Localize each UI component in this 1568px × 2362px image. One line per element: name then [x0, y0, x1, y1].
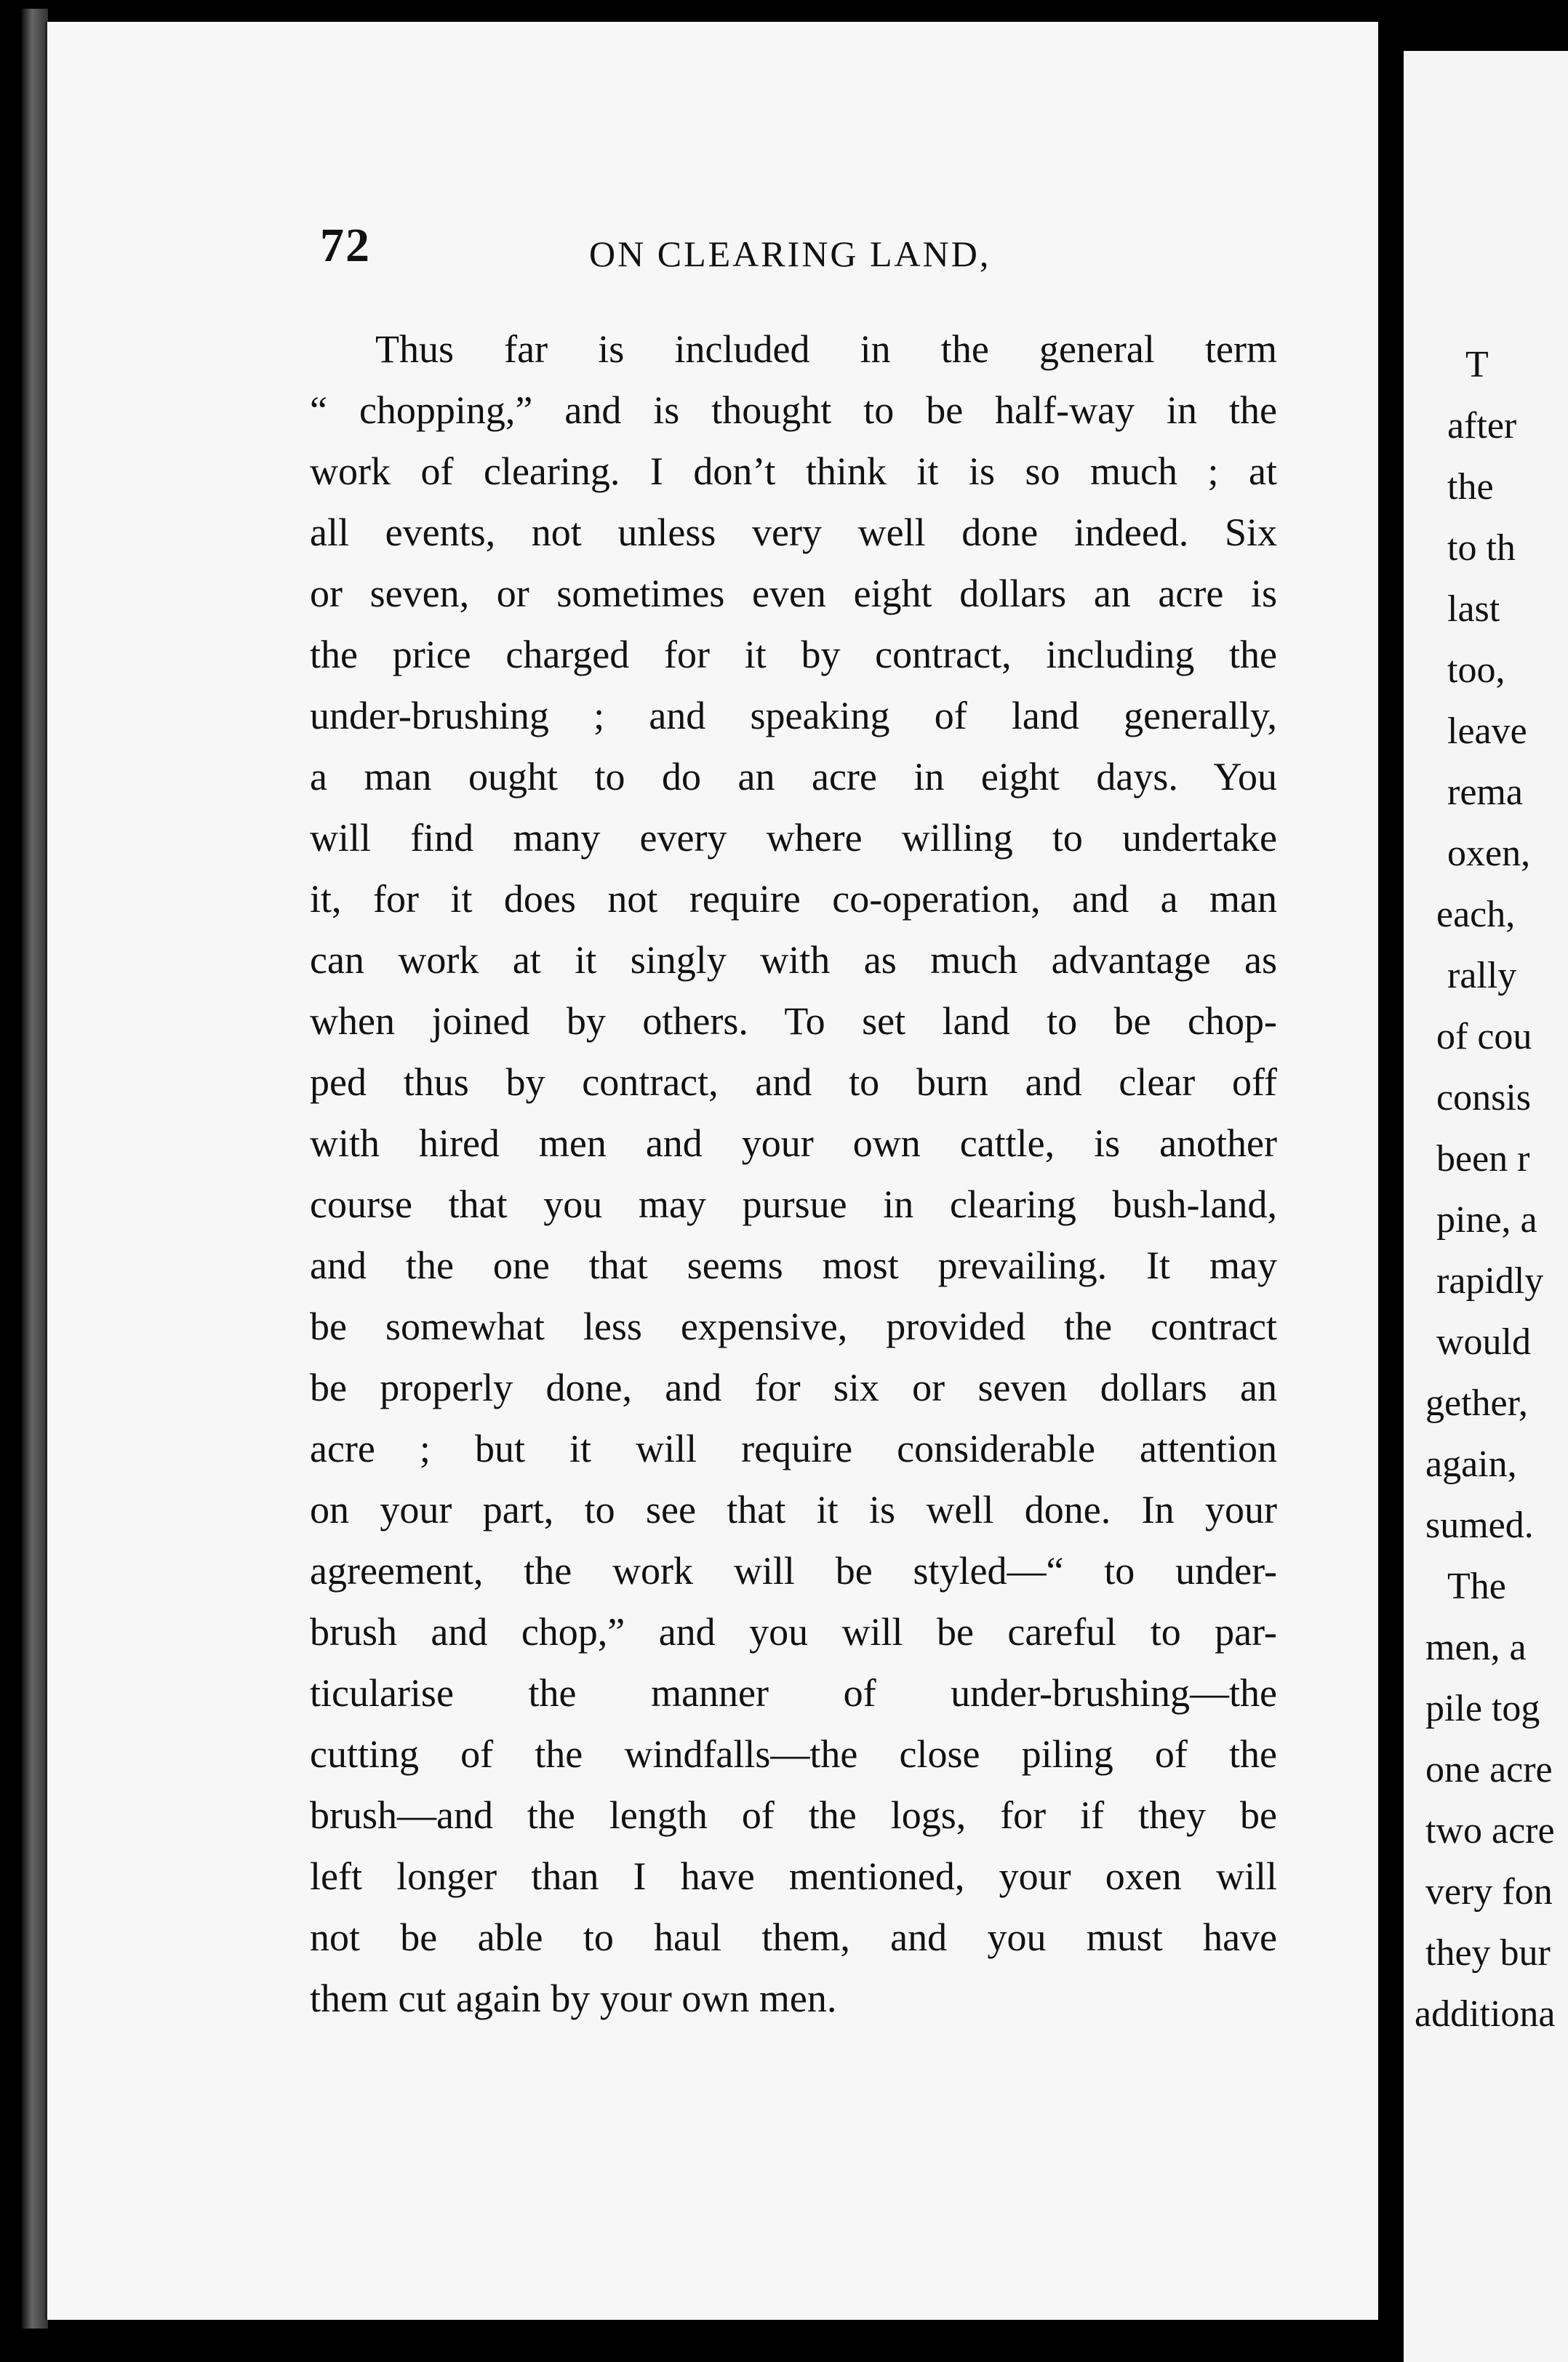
- running-head: ON CLEARING LAND,: [589, 233, 991, 274]
- facing-text-line: pile tog: [1425, 1688, 1540, 1729]
- facing-text-line: been r: [1436, 1138, 1530, 1180]
- text-line: “ chopping,” and is thought to be half-way in the: [310, 388, 1277, 432]
- page-number: 72: [320, 219, 371, 272]
- text-line: on your part, to see that it is well done. In your: [310, 1488, 1277, 1532]
- page-header: [320, 218, 1287, 305]
- facing-text-line: additiona: [1415, 1993, 1556, 2035]
- facing-text-line: one acre: [1425, 1749, 1553, 1790]
- text-line: ticularise the manner of under-brushing—the: [310, 1671, 1277, 1715]
- text-line: work of clearing. I don’t think it is so much ; at: [310, 449, 1277, 493]
- text-line: with hired men and your own cattle, is another: [310, 1121, 1277, 1165]
- facing-text-line: would: [1436, 1321, 1531, 1363]
- text-line: brush and chop,” and you will be careful to par-: [310, 1610, 1277, 1654]
- text-line: not be able to haul them, and you must have: [310, 1915, 1277, 1959]
- facing-text-line: after: [1447, 405, 1517, 447]
- facing-text-line: consis: [1436, 1077, 1531, 1118]
- text-line: the price charged for it by contract, including the: [310, 633, 1277, 676]
- text-line: brush—and the length of the logs, for if they be: [310, 1793, 1277, 1837]
- facing-text-line: last: [1447, 588, 1500, 630]
- facing-text-line: again,: [1425, 1444, 1517, 1485]
- text-line: or seven, or sometimes even eight dollars an acre is: [310, 572, 1277, 615]
- text-line: agreement, the work will be styled—“ to under-: [310, 1549, 1277, 1593]
- facing-text-line: oxen,: [1447, 833, 1531, 874]
- text-line: be properly done, and for six or seven dollars an: [310, 1366, 1277, 1409]
- text-line: Thus far is included in the general term: [375, 327, 1277, 371]
- facing-text-line: sumed.: [1425, 1505, 1534, 1546]
- facing-text-line: the: [1447, 466, 1494, 508]
- facing-text-line: two acre: [1425, 1810, 1555, 1851]
- facing-text-line: The: [1447, 1566, 1506, 1607]
- facing-text-line: each,: [1436, 894, 1516, 935]
- text-line: cutting of the windfalls—the close piling of the: [310, 1732, 1277, 1776]
- facing-text-line: gether,: [1425, 1382, 1528, 1424]
- text-line: acre ; but it will require considerable attention: [310, 1427, 1277, 1470]
- facing-text-line: they bur: [1425, 1932, 1551, 1974]
- facing-page-text: [1415, 335, 1568, 2045]
- text-line: can work at it singly with as much advantage as: [310, 938, 1277, 982]
- facing-text-line: of cou: [1436, 1016, 1532, 1057]
- text-line: be somewhat less expensive, provided the contract: [310, 1305, 1277, 1348]
- facing-text-line: to th: [1447, 527, 1516, 569]
- page-edge: [22, 9, 48, 2329]
- facing-text-line: rapidly: [1436, 1260, 1544, 1302]
- body-text: [310, 319, 1277, 2029]
- text-line: it, for it does not require co-operation, and a man: [310, 877, 1277, 921]
- text-line: will find many every where willing to undertake: [310, 816, 1277, 860]
- facing-text-line: rema: [1447, 772, 1523, 813]
- facing-text-line: too,: [1447, 649, 1505, 691]
- facing-text-line: pine, a: [1436, 1199, 1537, 1241]
- text-line: under-brushing ; and speaking of land generally,: [310, 694, 1277, 737]
- text-line: and the one that seems most prevailing. It may: [310, 1244, 1277, 1287]
- text-line: course that you may pursue in clearing bush-land,: [310, 1182, 1277, 1226]
- facing-text-line: rally: [1447, 955, 1517, 996]
- facing-text-line: men, a: [1425, 1627, 1527, 1668]
- facing-text-line: leave: [1447, 710, 1527, 752]
- text-line: ped thus by contract, and to burn and clear off: [310, 1060, 1277, 1104]
- text-line: them cut again by your own men.: [310, 1977, 837, 2020]
- text-line: when joined by others. To set land to be chop-: [310, 999, 1277, 1043]
- text-line: a man ought to do an acre in eight days. You: [310, 755, 1277, 798]
- book-gutter: [1378, 0, 1404, 2362]
- facing-text-line: T: [1465, 344, 1489, 385]
- text-line: left longer than I have mentioned, your oxen will: [310, 1854, 1277, 1898]
- facing-text-line: very fon: [1425, 1871, 1553, 1913]
- text-line: all events, not unless very well done indeed. Six: [310, 511, 1277, 554]
